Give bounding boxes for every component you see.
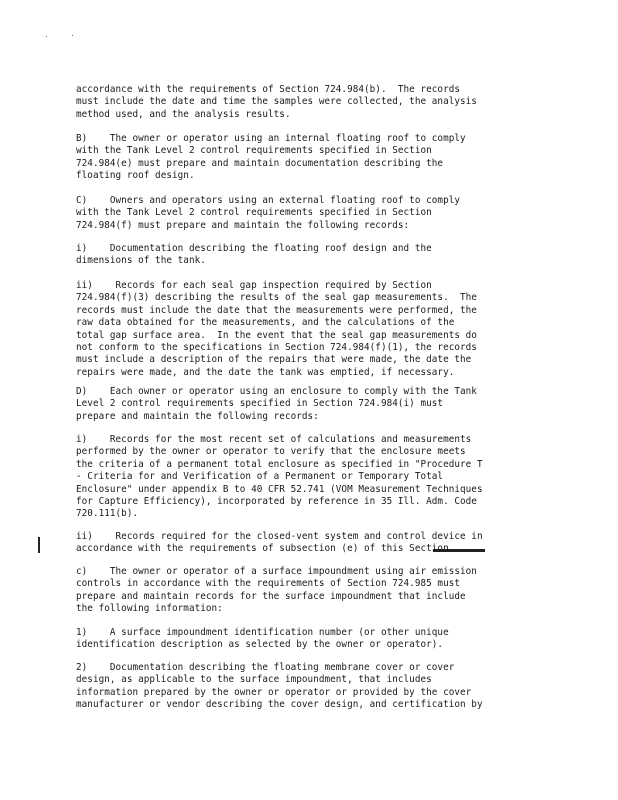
text-line: c) The owner or operator of a surface impoundment using air emission [76,566,477,577]
paragraph-c-ii [76,280,546,379]
text-line: B) The owner or operator using an internal floating roof to comply [76,133,466,144]
text-line: prepare and maintain the following records: [76,410,319,422]
scan-speck [72,35,73,36]
text-line: Enclosure" under appendix B to 40 CFR 52.741 (VOM Measurement Techniques [76,483,483,495]
text-line: 720.111(b). [76,508,139,520]
paragraph-c [76,195,546,232]
text-line: 724.984(f)(3) describing the results of the seal gap measurements. The [76,292,477,304]
text-line: information prepared by the owner or operator or provided by the cover [76,686,472,698]
text-line: performed by the owner or operator to verify that the enclosure meets [76,446,466,458]
paragraph-b [76,133,546,183]
text-line: not conform to the specifications in Section 724.984(f)(1), the records [76,341,477,353]
text-line: raw data obtained for the measurements, and the calculations of the [76,317,455,329]
text-line: for Capture Efficiency), incorporated by reference in 35 Ill. Adm. Code [76,495,477,507]
text-line: accordance with the requirements of subsection (e) of this Section. [76,543,455,555]
paragraph-d-i [76,434,546,521]
text-line: i) Records for the most recent set of calculations and measurements [76,434,472,445]
text-line: the following information: [76,603,223,615]
paragraph-c-lower [76,566,546,616]
text-line: manufacturer or vendor describing the cover design, and certification by [76,699,483,711]
text-line: 724.984(f) must prepare and maintain the following records: [76,219,410,231]
paragraph-d [76,386,546,423]
scan-speck [46,36,47,37]
text-line: the criteria of a permanent total enclosure as specified in "Procedure T [76,458,483,470]
text-line: floating roof design. [76,170,195,182]
text-line: repairs were made, and the date the tank was emptied, if necessary. [76,366,455,378]
text-line: D) Each owner or operator using an enclosure to comply with the Tank [76,386,477,397]
paragraph-c-2 [76,662,546,712]
text-line: 1) A surface impoundment identification number (or other unique [76,627,449,638]
revision-margin-bar [38,537,40,553]
text-line: total gap surface area. In the event that the seal gap measurements do [76,329,477,341]
paragraph-d-ii [76,531,546,556]
paragraph-c-1 [76,627,546,652]
text-line: Level 2 control requirements specified in Section 724.984(i) must [76,398,444,410]
text-line: with the Tank Level 2 control requirements specified in Section [76,145,432,157]
text-line: 2) Documentation describing the floating membrane cover or cover [76,662,455,673]
text-line: controls in accordance with the requirements of Section 724.985 must [76,578,461,590]
text-line: must include the date and time the samples were collected, the analysis [76,96,477,108]
text-line: method used, and the analysis results. [76,108,291,120]
text-line: i) Documentation describing the floating roof design and the [76,243,432,254]
text-line: 724.984(e) must prepare and maintain documentation describing the [76,157,444,169]
text-line: prepare and maintain records for the surface impoundment that include [76,590,466,602]
text-line: design, as applicable to the surface impoundment, that includes [76,674,432,686]
text-line: - Criteria for and Verification of a Permanent or Temporary Total [76,471,444,483]
text-line: identification description as selected by the owner or operator). [76,639,444,651]
paragraph-c-i [76,243,546,268]
text-line: C) Owners and operators using an external floating roof to comply [76,195,461,206]
text-line: ii) Records required for the closed-vent system and control device in [76,531,483,542]
text-line: with the Tank Level 2 control requirements specified in Section [76,207,432,219]
text-line: accordance with the requirements of Section 724.984(b). The records [76,84,461,95]
text-line: must include a description of the repairs that were made, the date the [76,354,472,366]
text-line: dimensions of the tank. [76,255,206,267]
text-line: ii) Records for each seal gap inspection required by Section [76,280,432,291]
text-line: records must include the date that the measurements were performed, the [76,304,477,316]
paragraph-intro [76,84,546,121]
